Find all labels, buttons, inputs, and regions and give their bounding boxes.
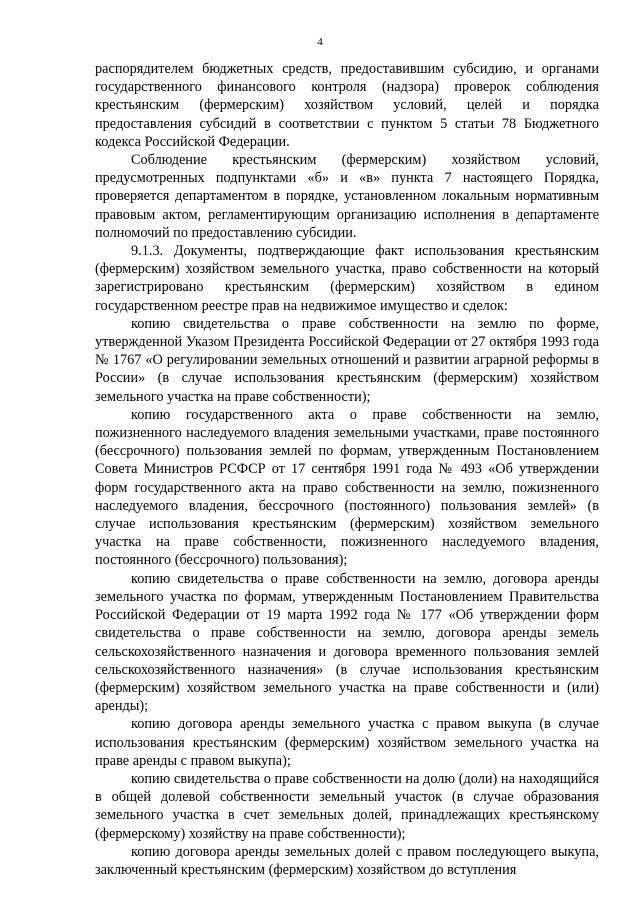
paragraph: копию договора аренды земельных долей с правом последующего выкупа, заключенный крестьянским (фермерским) хозяйством до вступления	[95, 843, 599, 878]
document-body	[95, 60, 599, 879]
paragraph: Соблюдение крестьянским (фермерским) хозяйством условий, предусмотренных подпунктами «б» и «в» пункта 7 настоящего Порядка, проверяется департаментом в порядке, установленном локальным нормативным правовым актом, регламентирующим организацию исполнения в департаменте полномочий по предоставлению субсидии.	[95, 152, 599, 241]
paragraph: 9.1.3. Документы, подтверждающие факт использования крестьянским (фермерским) хозяйством земельного участка, право собственности на который зарегистрировано крестьянским (фермерским) хозяйством в едином государственном реестре прав на недвижимое имущество и сделок:	[95, 243, 599, 314]
page-number: 4	[317, 36, 323, 48]
paragraph: копию свидетельства о праве собственности на долю (доли) на находящийся в общей долевой собственности земельный участок (в случае образования земельного участка в счет земельных долей, принадлежащих крестьянскому (фермерскому) хозяйству на праве собственности);	[95, 770, 599, 842]
paragraph: копию государственного акта о праве собственности на землю, пожизненного наследуемого владения земельными участками, праве постоянного (бессрочного) пользования землей по формам, утвержденным Постановлением Совета Министров РСФСР от 17 сентября 1991 года № 493 «Об утверждении форм государственного акта на право собственности на землю, пожизненного наследуемого владения, бессрочного (постоянного) пользования землей» (в случае использования крестьянским (фермерским) хозяйством земельного участка на праве собственности, пожизненного наследуемого владения, постоянного (бессрочного) пользования);	[95, 406, 599, 569]
paragraph: копию свидетельства о праве собственности на землю по форме, утвержденной Указом Президента Российской Федерации от 27 октября 1993 года № 1767 «О регулировании земельных отношений и развитии аграрной реформы в России» (в случае использования крестьянским (фермерским) хозяйством земельного участка на праве собственности);	[95, 315, 599, 405]
paragraph: копию свидетельства о праве собственности на землю, договора аренды земельного участка по формам, утвержденным Постановлением Правительства Российской Федерации от 19 марта 1992 года № 177 «Об утверждении форм свидетельства о праве собственности на землю, договора аренды земель сельскохозяйственного назначения и договора временного пользования землей сельскохозяйственного назначения» (в случае использования крестьянским (фермерским) хозяйством земельного участка на праве собственности и (или) аренды);	[95, 570, 599, 715]
paragraph: распорядителем бюджетных средств, предоставившим субсидию, и органами государственного финансового контроля (надзора) проверок соблюдения крестьянским (фермерским) хозяйством условий, целей и порядка предоставления субсидий в соответствии с пунктом 5 статьи 78 Бюджетного кодекса Российской Федерации.	[95, 61, 599, 150]
paragraph: копию договора аренды земельного участка с правом выкупа (в случае использования крестьянским (фермерским) хозяйством земельного участка на праве аренды с правом выкупа);	[95, 716, 599, 769]
